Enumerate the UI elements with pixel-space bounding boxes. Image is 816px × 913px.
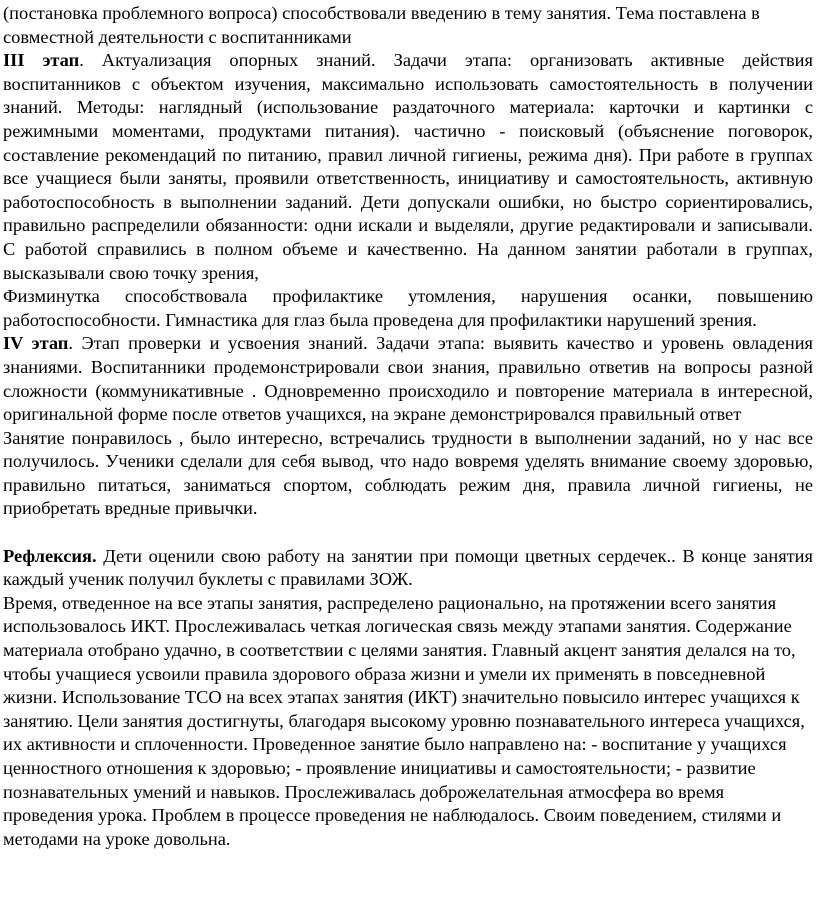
final-paragraph: Время, отведенное на все этапы занятия, распределено рационально, на протяжении всего занятия использовалось ИКТ. Прослеживалась четкая логическая связь между этапами занятия. Содержание материала отобрано удачно, в соответствии с целями занятия. Главный акцент занятия делался на то, чтобы учащиеся усвоили правила здорового образа жизни и умели их применять в повседневной жизни. Использование ТСО на всех этапах занятия (ИКТ) значительно повысило интерес учащихся к занятию. Цели занятия достигнуты, благодаря высокому уровню познавательного интереса учащихся, их активности и сплоченности. Проведенное занятие было направлено на: - воспитание у учащихся ценностного отношения к здоровью; - проявление инициативы и самостоятельности; - развитие познавательных умений и навыков. Прослеживалась доброжелательная атмосфера во время проведения урока. Проблем в процессе проведения не наблюдалось. Своим поведением, стилями и методами на уроке довольна. [3, 592, 805, 849]
reflection-paragraph [3, 545, 813, 592]
lesson-summary-paragraph: Занятие понравилось , было интересно, встречались трудности в выполнении заданий, но у нас все получилось. Ученики сделали для себя вывод, что надо вовремя уделять внимание своему здоровью, правильно питаться, заниматься спортом, соблюдать режим дня, правила личной гигиены, не приобретать вредные привычки. [3, 427, 813, 519]
stage-4-label: IV этап [3, 333, 69, 354]
stage-3-paragraph [3, 49, 813, 285]
reflection-text: Дети оценили свою работу на занятии при помощи цветных сердечек.. В конце занятия каждый ученик получил буклеты с правилами ЗОЖ. [3, 545, 813, 590]
paragraph-spacer [3, 521, 813, 545]
reflection-label: Рефлексия. [3, 545, 97, 566]
intro-paragraph: (постановка проблемного вопроса) способствовали введению в тему занятия. Тема поставлена в совместной деятельности с воспитанниками [3, 3, 760, 47]
stage-4-text: . Этап проверки и усвоения знаний. Задачи этапа: выявить качество и уровень овладения знаниями. Воспитанники продемонстрировали свои знания, правильно ответив на вопросы разной сложности (коммуникативные . Одновременно происходило и повторение материала в интересной, оригинальной форме после ответов учащихся, на экране демонстрировался правильный ответ [3, 333, 814, 425]
fizminutka-paragraph: Физминутка способствовала профилактике утомления, нарушения осанки, повышению работоспособности. Гимнастика для глаз была проведена для профилактики нарушений зрения. [3, 286, 813, 330]
stage-3-label: III этап [3, 50, 80, 71]
stage-4-paragraph [3, 332, 813, 426]
stage-3-text: . Актуализация опорных знаний. Задачи этапа: организовать активные действия воспитанников с объектом изучения, максимально использовать самостоятельность в получении знаний. Методы: наглядный (использование раздаточного материала: карточки и картинки с режимными моментами, продуктами питания). частично - поисковый (объяснение поговорок, составление рекомендаций по питанию, правил личной гигиены, режима дня). При работе в группах все учащиеся были заняты, проявили ответственность, инициативу и самостоятельность, активную работоспособность в выполнении заданий. Дети допускали ошибки, но быстро сориентировались, правильно распределили обязанности: одни искали и выделяли, другие редактировали и записывали. С работой справились в полном объеме и качественно. На данном занятии работали в группах, высказывали свою точку зрения, [3, 50, 813, 283]
